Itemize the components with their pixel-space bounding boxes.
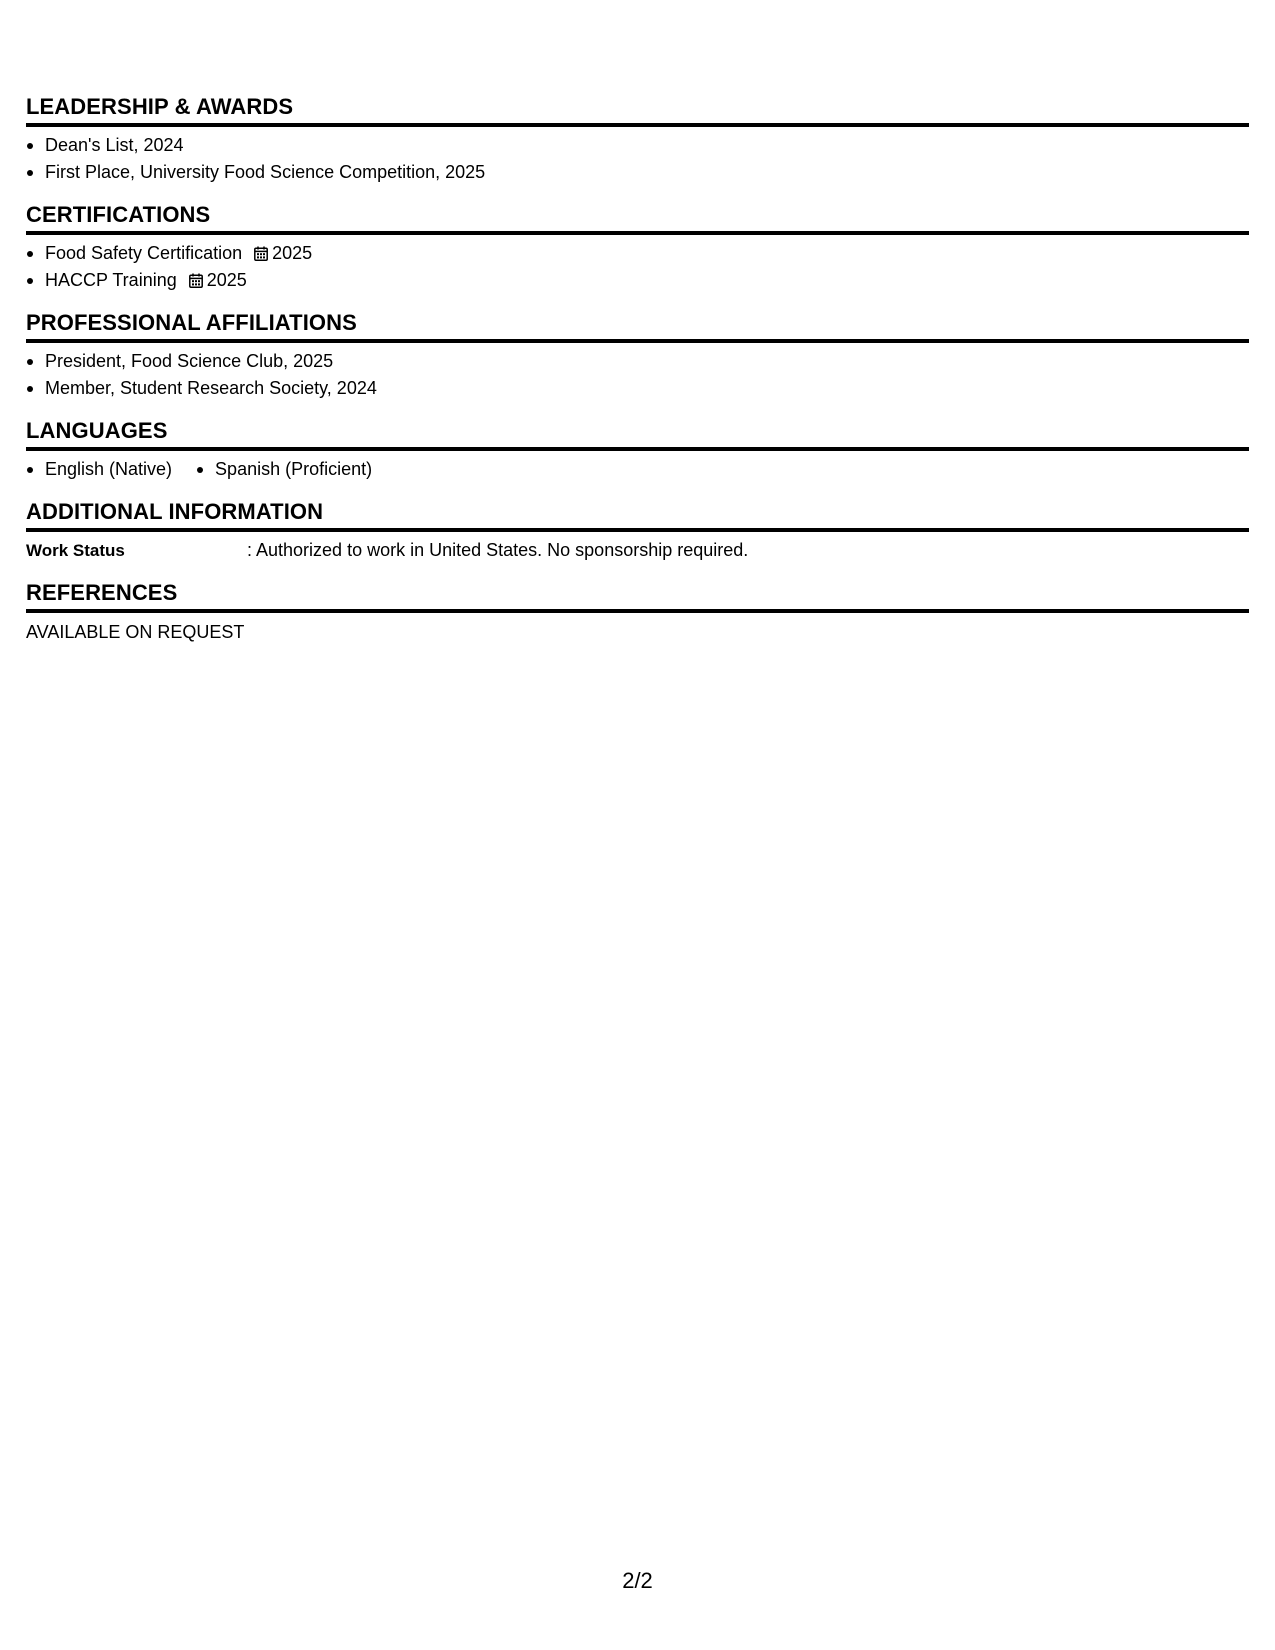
list-item bbox=[26, 240, 1249, 267]
certifications-section bbox=[26, 202, 1249, 294]
certification-year: 2025 bbox=[272, 243, 313, 263]
certification-year: 2025 bbox=[206, 270, 247, 290]
languages-section bbox=[26, 418, 1249, 483]
leadership-awards-list bbox=[26, 132, 1249, 186]
work-status-label: Work Status bbox=[26, 541, 125, 560]
certification-name: Food Safety Certification bbox=[45, 243, 243, 263]
list-item: English (Native) bbox=[26, 456, 172, 483]
list-item: President, Food Science Club, 2025 bbox=[26, 348, 1249, 375]
list-item bbox=[26, 267, 1249, 294]
certifications-list bbox=[26, 240, 1249, 294]
section-title-professional-affiliations: PROFESSIONAL AFFILIATIONS bbox=[26, 310, 1249, 343]
affiliations-list bbox=[26, 348, 1249, 402]
list-item: Member, Student Research Society, 2024 bbox=[26, 375, 1249, 402]
section-title-certifications: CERTIFICATIONS bbox=[26, 202, 1249, 235]
work-status-row bbox=[26, 537, 1249, 564]
section-title-languages: LANGUAGES bbox=[26, 418, 1249, 451]
additional-information-section bbox=[26, 499, 1249, 564]
certification-name: HACCP Training bbox=[45, 270, 177, 290]
list-item: Dean's List, 2024 bbox=[26, 132, 1249, 159]
list-item: First Place, University Food Science Competition, 2025 bbox=[26, 159, 1249, 186]
section-title-additional-information: ADDITIONAL INFORMATION bbox=[26, 499, 1249, 532]
calendar-icon bbox=[254, 246, 268, 261]
leadership-awards-section bbox=[26, 94, 1249, 186]
resume-page bbox=[26, 94, 1249, 646]
page-number: 2/2 bbox=[622, 1568, 653, 1593]
references-section bbox=[26, 580, 1249, 646]
references-text: AVAILABLE ON REQUEST bbox=[26, 622, 245, 642]
section-title-leadership-awards: LEADERSHIP & AWARDS bbox=[26, 94, 1249, 127]
section-title-references: REFERENCES bbox=[26, 580, 1249, 613]
list-item: Spanish (Proficient) bbox=[196, 456, 372, 483]
languages-list bbox=[26, 456, 1249, 483]
professional-affiliations-section bbox=[26, 310, 1249, 402]
work-status-value: : Authorized to work in United States. No sponsorship required. bbox=[247, 540, 749, 560]
calendar-icon bbox=[189, 273, 203, 288]
